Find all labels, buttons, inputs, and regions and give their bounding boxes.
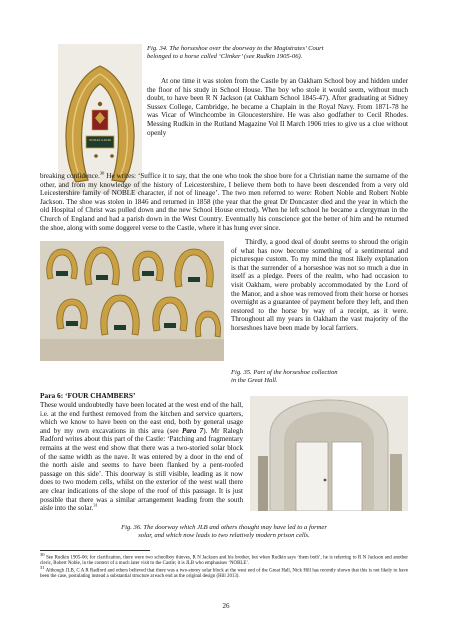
paragraph-lead: breaking confidence. — [40, 172, 100, 180]
footnote-30 — [40, 552, 408, 567]
paragraph-four-chambers — [40, 401, 243, 513]
figure-34-caption-line1: Fig. 34. The horseshoe over the doorway to the Magistrates’ Court — [147, 45, 324, 52]
figure-34-caption-line2: belonged to a horse called ‘Clinker’ (see Rudkin 1905-06). — [147, 53, 303, 60]
paragraph-stolen-wrap: At one time it was stolen from the Castle by an Oakham School boy and hidden under the floor of his study in School House. The boy who stole it would seem, without much doubt, to have been R N Jackson (at Oakham School 1845-47). After graduating at Sidney Sussex College, Cambridge, he became a Chaplain in the Royal Navy. From 1871-78 he was Vicar of Winchcombe in Gloucestershire. He was also godfather to Cecil Rhodes. Messing Rudkin in the Rutland Magazine Vol II March 1906 tries to give us a clue without openly — [147, 77, 408, 137]
footnote-ref-31: 31 — [93, 502, 98, 508]
figure-34-caption — [147, 45, 407, 61]
figure-35-caption-line2: in the Great Hall. — [231, 377, 278, 384]
doorway-image — [250, 396, 408, 511]
footnote-31-text: Although JLB, C A R Radford and others believed that there was a two-storey solar block at the west end of the Great Hall, Nick Hill has recently shown that this is not likely to have been the case, postulating instead a substantial structure at each end as the original design (Hill 2013). — [40, 568, 408, 580]
figure-36-caption — [40, 524, 408, 540]
para6-text-a: These would undoubtedly have been located at the west end of the hall, i.e. at the end furthest removed from the kitchen and service quarters, which we know to have been on the east end, both by general usage and by my own excavations in this area (see — [40, 401, 243, 435]
footnote-divider — [40, 550, 150, 551]
paragraph-thirdly: Thirdly, a good deal of doubt seems to shroud the origin of what has now become something of a sentimental and picturesque custom. To my mind the most likely explanation is that the surrender of a horseshoe was not so much a due in itself as a pledge. Peers of the realm, who had occasion to visit Oakham, were probably accommodated by the Lord of the Manor, and a shoe was removed from their horse or horses overnight as a guarantee of payment before they left, and then restored to the horse by way of a receipt, as it were. Throughout all my years in Oakham the vast majority of the horseshoes have been made by local farriers. — [231, 238, 409, 332]
footnote-30-text: See Rudkin 1905-06; for clarification, there were two schoolboy thieves, R N Jackson and his brother, but when Rudkin says ‘them both’, he is referring to R N Jackson and another cleric, Robert Noble, in the context of a much later visit to the Castle; it is JLB who emphasises ‘NOBLE’. — [40, 555, 408, 567]
para6-text-b: ). Mr Ralegh Radford writes about this part of the Castle: ‘Patching and fragmentary remains at the west end show that there was a two-storied solar block of the same width as the nave. It was entered by a door in the end of the north aisle and seems to have been flanked by a pent-roofed passage on this side’. This doorway is still visible, leading as it now does to two modern cells, whilst on the exterior of the west wall there are clear indications of the slope of the roof of this passage. It is just possible that there was a similar arrangement leading from the south aisle into the solar. — [40, 426, 243, 513]
page-number: 26 — [222, 602, 230, 610]
footnote-30-number: 30 — [40, 552, 45, 557]
figure-36-caption-line2: solar, and which now leads to two relatively modern prison cells. — [138, 532, 310, 539]
footnote-31 — [40, 565, 408, 580]
figure-36-caption-line1: Fig. 36. The doorway which JLB and others thought may have led to a former — [121, 524, 327, 531]
figure-35-caption-line1: Fig. 35. Part of the horseshoe collection — [231, 369, 338, 376]
footnote-31-number: 31 — [40, 565, 45, 570]
paragraph-stolen-full — [40, 172, 408, 232]
footnote-ref-30: 30 — [99, 170, 105, 176]
paragraph-rest: He writes: ‘Suffice it to say, that the one who took the shoe bore for a Christian name the surname of the other, and from my knowledge of the history of Leicestershire, I believe them both to have been descended from a very old Leicestershire family of NOBLE character, if not of lineage’. The two men referred to were: Robert Noble and Robert Noble Jackson. The shoe was stolen in 1846 and returned in 1858 (the year that the great Dr Doncaster died and the year in which the old Hospital of Christ was pulled down and the new School House erected). When he left school he became a clergyman in the Church of England and had a parish down in the West Country. Eventually his conscience got the better of him and he returned the shoe, along with some doggerel verse to the Castle, where it has hung ever since. — [40, 172, 408, 232]
collection-image — [40, 241, 224, 361]
figure-36-doorway-photo — [250, 396, 408, 511]
figure-35-collection-photo — [40, 241, 224, 361]
para6-ref: Para 7 — [182, 426, 204, 435]
figure-35-caption — [231, 369, 408, 385]
section-heading-para6: Para 6: ‘FOUR CHAMBERS’ — [40, 391, 136, 400]
plaque-text: CHARLES CLINKER — [88, 139, 112, 142]
